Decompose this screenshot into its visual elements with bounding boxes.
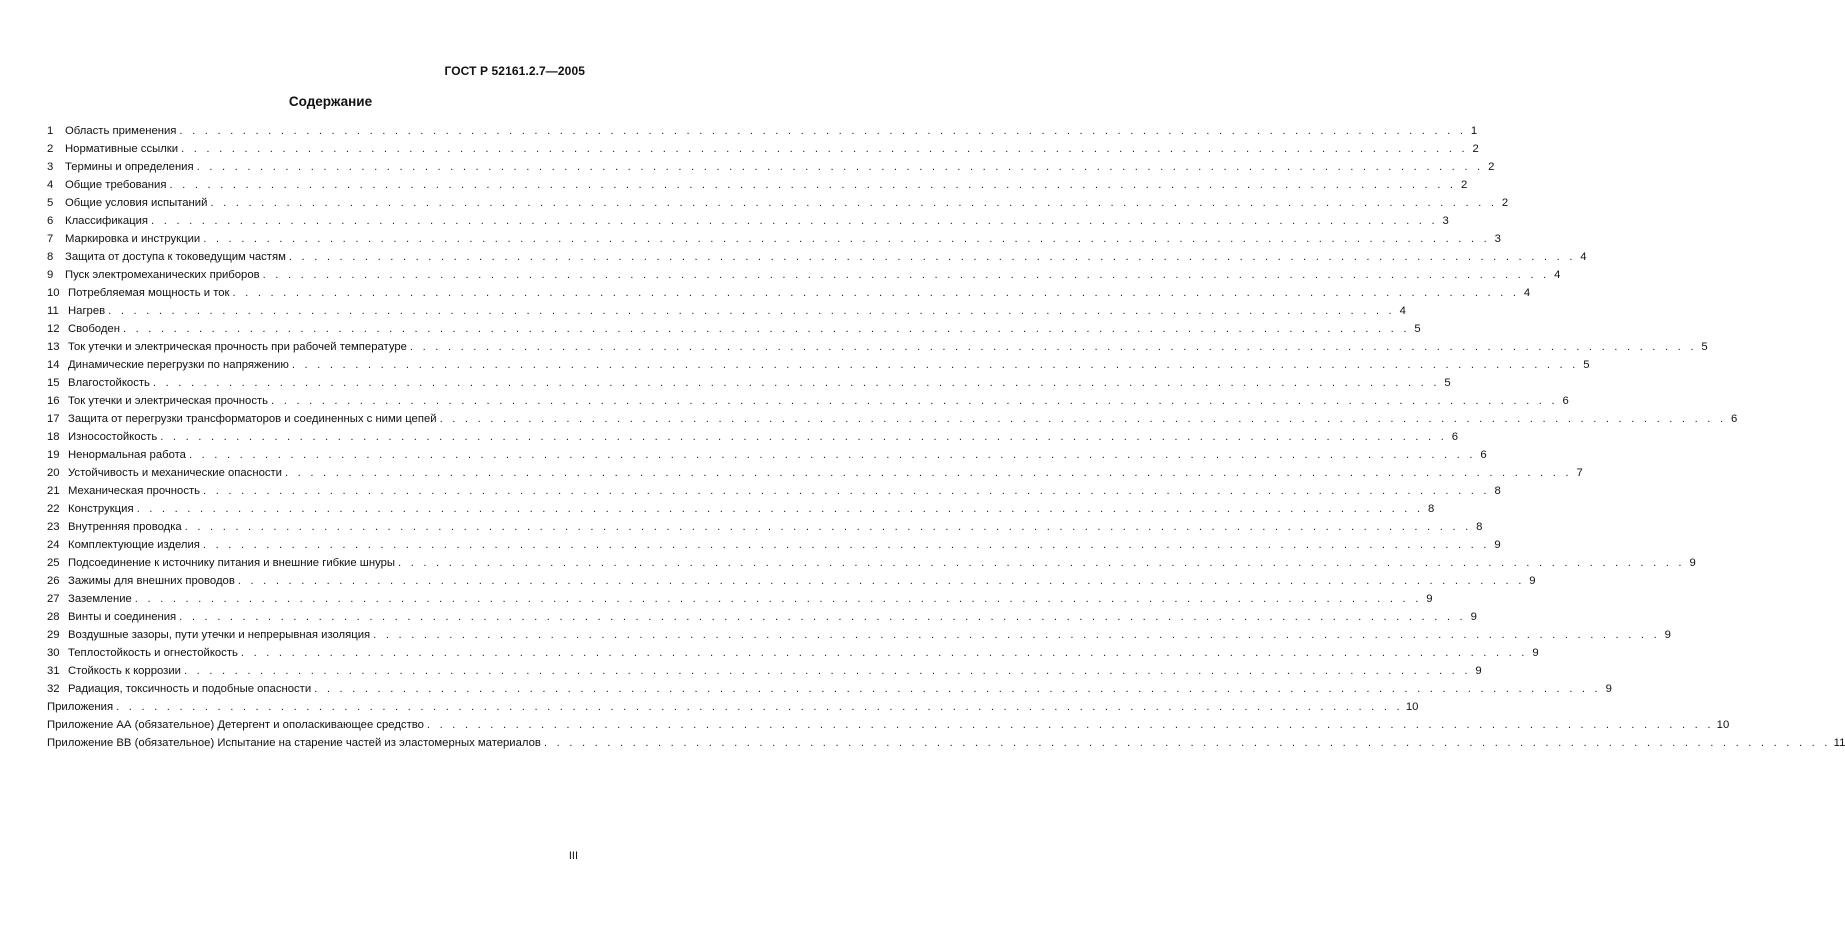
toc-entry xyxy=(47,554,1696,572)
toc-entry-label: Общие условия испытаний xyxy=(65,197,208,209)
toc-entry-page: 4 xyxy=(1580,251,1587,263)
toc-entry-label: Термины и определения xyxy=(65,161,194,173)
toc-dot-leader: . . . . . . . . . . . . . . . . . . . . . . . . . . . . . . . . . . . . . . . . . . . . . . . . . . . . . . . . . . . . . . . . . . . . . . . . . . . . . . . . . . . . . . . . . . . . . . . . . . . . . . xyxy=(134,593,1422,605)
toc-dot-leader: . . . . . . . . . . . . . . . . . . . . . . . . . . . . . . . . . . . . . . . . . . . . . . . . . . . . . . . . . . . . . . . . . . . . . . . . . . . . . . . . . . . . . . . . . . . . . . . . . . . . . . xyxy=(285,467,1572,479)
toc-entry-label: Приложение ВВ (обязательное) Испытание на старение частей из эластомерных материалов xyxy=(47,737,541,749)
toc-dot-leader: . . . . . . . . . . . . . . . . . . . . . . . . . . . . . . . . . . . . . . . . . . . . . . . . . . . . . . . . . . . . . . . . . . . . . . . . . . . . . . . . . . . . . . . . . . . . . . . . . . . . . . xyxy=(202,539,1490,551)
toc-dot-leader: . . . . . . . . . . . . . . . . . . . . . . . . . . . . . . . . . . . . . . . . . . . . . . . . . . . . . . . . . . . . . . . . . . . . . . . . . . . . . . . . . . . . . . . . . . . . . . . . . . . . . . xyxy=(183,665,1471,677)
toc-entry-number: 14 xyxy=(47,359,60,371)
toc-entry-page: 6 xyxy=(1451,431,1458,443)
toc-dot-leader: . . . . . . . . . . . . . . . . . . . . . . . . . . . . . . . . . . . . . . . . . . . . . . . . . . . . . . . . . . . . . . . . . . . . . . . . . . . . . . . . . . . . . . . . . . . . . . . . . . . . . . xyxy=(439,413,1727,425)
toc-entry xyxy=(47,176,1468,194)
toc-entry-number: 1 xyxy=(47,125,54,137)
toc-entry-page: 9 xyxy=(1494,539,1501,551)
toc-entry-label: Воздушные зазоры, пути утечки и непрерывная изоляция xyxy=(68,629,371,641)
toc-dot-leader: . . . . . . . . . . . . . . . . . . . . . . . . . . . . . . . . . . . . . . . . . . . . . . . . . . . . . . . . . . . . . . . . . . . . . . . . . . . . . . . . . . . . . . . . . . . . . . . . . . . . . . xyxy=(288,251,1576,263)
toc-entry xyxy=(47,518,1483,536)
toc-dot-leader: . . . . . . . . . . . . . . . . . . . . . . . . . . . . . . . . . . . . . . . . . . . . . . . . . . . . . . . . . . . . . . . . . . . . . . . . . . . . . . . . . . . . . . . . . . . . . . . . . . . . . . xyxy=(122,323,1410,335)
toc-entry-number: 17 xyxy=(47,413,60,425)
toc-entry-number: 4 xyxy=(47,179,54,191)
toc-dot-leader: . . . . . . . . . . . . . . . . . . . . . . . . . . . . . . . . . . . . . . . . . . . . . . . . . . . . . . . . . . . . . . . . . . . . . . . . . . . . . . . . . . . . . . . . . . . . . . . . . . . . . . xyxy=(169,179,1457,191)
toc-entry-page: 9 xyxy=(1529,575,1536,587)
toc-entry xyxy=(47,680,1612,698)
toc-entry-number: 7 xyxy=(47,233,54,245)
toc-entry xyxy=(47,536,1501,554)
toc-dot-leader: . . . . . . . . . . . . . . . . . . . . . . . . . . . . . . . . . . . . . . . . . . . . . . . . . . . . . . . . . . . . . . . . . . . . . . . . . . . . . . . . . . . . . . . . . . . . . . . . . . . . . . xyxy=(116,701,1403,713)
toc-entry xyxy=(47,284,1531,302)
toc-entry-label: Конструкция xyxy=(68,503,134,515)
toc-entry-number: 11 xyxy=(47,305,59,317)
toc-entry-number: 9 xyxy=(47,269,54,281)
toc-entry-page: 8 xyxy=(1494,485,1501,497)
toc-dot-leader: . . . . . . . . . . . . . . . . . . . . . . . . . . . . . . . . . . . . . . . . . . . . . . . . . . . . . . . . . . . . . . . . . . . . . . . . . . . . . . . . . . . . . . . . . . . . . . . . . . . . . . xyxy=(184,521,1472,533)
toc-entry xyxy=(47,572,1536,590)
toc-entry-page: 9 xyxy=(1532,647,1539,659)
toc-entry xyxy=(47,716,1730,734)
toc-entry-page: 5 xyxy=(1583,359,1590,371)
toc-dot-leader: . . . . . . . . . . . . . . . . . . . . . . . . . . . . . . . . . . . . . . . . . . . . . . . . . . . . . . . . . . . . . . . . . . . . . . . . . . . . . . . . . . . . . . . . . . . . . . . . . . . . . . xyxy=(203,233,1490,245)
toc-entry-label: Приложение АА (обязательное) Детергент и ополаскивающее средство xyxy=(47,719,424,731)
toc-entry-label: Устойчивость и механические опасности xyxy=(68,467,282,479)
toc-entry xyxy=(47,500,1435,518)
toc-dot-leader: . . . . . . . . . . . . . . . . . . . . . . . . . . . . . . . . . . . . . . . . . . . . . . . . . . . . . . . . . . . . . . . . . . . . . . . . . . . . . . . . . . . . . . . . . . . . . . . . . . . . . . xyxy=(291,359,1579,371)
toc-dot-leader: . . . . . . . . . . . . . . . . . . . . . . . . . . . . . . . . . . . . . . . . . . . . . . . . . . . . . . . . . . . . . . . . . . . . . . . . . . . . . . . . . . . . . . . . . . . . . . . . . . . . . . xyxy=(136,503,1424,515)
toc-entry-page: 9 xyxy=(1475,665,1482,677)
toc-entry-label: Маркировка и инструкции xyxy=(65,233,201,245)
toc-entry-page: 4 xyxy=(1399,305,1406,317)
toc-entry-page: 2 xyxy=(1472,143,1479,155)
toc-entry-number: 12 xyxy=(47,323,60,335)
toc-entry-number: 5 xyxy=(47,197,54,209)
toc-entry-label: Защита от доступа к токоведущим частям xyxy=(65,251,286,263)
toc-entry-page: 5 xyxy=(1414,323,1421,335)
toc-dot-leader: . . . . . . . . . . . . . . . . . . . . . . . . . . . . . . . . . . . . . . . . . . . . . . . . . . . . . . . . . . . . . . . . . . . . . . . . . . . . . . . . . . . . . . . . . . . . . . . . . . . . . . xyxy=(179,611,1466,623)
toc-entry xyxy=(47,302,1406,320)
toc-entry-number: 27 xyxy=(47,593,60,605)
toc-dot-leader: . . . . . . . . . . . . . . . . . . . . . . . . . . . . . . . . . . . . . . . . . . . . . . . . . . . . . . . . . . . . . . . . . . . . . . . . . . . . . . . . . . . . . . . . . . . . . . . . . . . . . . xyxy=(151,215,1438,227)
toc-entry-page: 7 xyxy=(1576,467,1583,479)
toc-entry-page: 2 xyxy=(1460,179,1468,191)
toc-entry-number: 23 xyxy=(47,521,60,533)
toc-entry-number: 2 xyxy=(47,143,54,155)
toc-entry-number: 18 xyxy=(47,431,60,443)
toc-entry-label: Подсоединение к источнику питания и внешние гибкие шнуры xyxy=(68,557,396,569)
toc-dot-leader: . . . . . . . . . . . . . . . . . . . . . . . . . . . . . . . . . . . . . . . . . . . . . . . . . . . . . . . . . . . . . . . . . . . . . . . . . . . . . . . . . . . . . . . . . . . . . . . . . . . . . . xyxy=(232,287,1520,299)
toc-entry xyxy=(47,338,1708,356)
toc-entry-number: 20 xyxy=(47,467,60,479)
toc-entry-page: 5 xyxy=(1444,377,1451,389)
toc-entry xyxy=(47,194,1509,212)
toc-entry xyxy=(47,446,1487,464)
toc-entry xyxy=(47,644,1539,662)
toc-entry-label: Радиация, токсичность и подобные опасности xyxy=(68,683,312,695)
toc-dot-leader: . . . . . . . . . . . . . . . . . . . . . . . . . . . . . . . . . . . . . . . . . . . . . . . . . . . . . . . . . . . . . . . . . . . . . . . . . . . . . . . . . . . . . . . . . . . . . . . . . . . . . . xyxy=(196,161,1484,173)
toc-entry-page: 6 xyxy=(1562,395,1569,407)
toc-entry xyxy=(47,356,1590,374)
toc-entry xyxy=(47,608,1477,626)
toc-dot-leader: . . . . . . . . . . . . . . . . . . . . . . . . . . . . . . . . . . . . . . . . . . . . . . . . . . . . . . . . . . . . . . . . . . . . . . . . . . . . . . . . . . . . . . . . . . . . . . . . . . . . . . xyxy=(203,485,1490,497)
toc-entry-label: Защита от перегрузки трансформаторов и соединенных с ними цепей xyxy=(68,413,437,425)
toc-dot-leader: . . . . . . . . . . . . . . . . . . . . . . . . . . . . . . . . . . . . . . . . . . . . . . . . . . . . . . . . . . . . . . . . . . . . . . . . . . . . . . . . . . . . . . . . . . . . . . . . . . . . . . xyxy=(179,125,1467,137)
toc-entry-page: 9 xyxy=(1605,683,1612,695)
toc-entry-label: Потребляемая мощность и ток xyxy=(68,287,230,299)
toc-entry xyxy=(47,266,1561,284)
toc-dot-leader: . . . . . . . . . . . . . . . . . . . . . . . . . . . . . . . . . . . . . . . . . . . . . . . . . . . . . . . . . . . . . . . . . . . . . . . . . . . . . . . . . . . . . . . . . . . . . . . . . . . . . . xyxy=(373,629,1660,641)
toc-entry-page: 9 xyxy=(1664,629,1671,641)
toc-entry-page: 8 xyxy=(1428,503,1435,515)
toc-entry xyxy=(47,626,1671,644)
toc-entry-page: 3 xyxy=(1442,215,1449,227)
toc-entry xyxy=(47,392,1569,410)
toc-dot-leader: . . . . . . . . . . . . . . . . . . . . . . . . . . . . . . . . . . . . . . . . . . . . . . . . . . . . . . . . . . . . . . . . . . . . . . . . . . . . . . . . . . . . . . . . . . . . . . . . . . . . . . xyxy=(188,449,1476,461)
toc-entry-label: Пуск электромеханических приборов xyxy=(65,269,260,281)
toc-dot-leader: . . . . . . . . . . . . . . . . . . . . . . . . . . . . . . . . . . . . . . . . . . . . . . . . . . . . . . . . . . . . . . . . . . . . . . . . . . . . . . . . . . . . . . . . . . . . . . . . . . . . . . xyxy=(181,143,1468,155)
toc-entry-label: Механическая прочность xyxy=(68,485,201,497)
toc-entry-number: 32 xyxy=(47,683,60,695)
toc-entry-label: Нагрев xyxy=(68,305,106,317)
toc-dot-leader: . . . . . . . . . . . . . . . . . . . . . . . . . . . . . . . . . . . . . . . . . . . . . . . . . . . . . . . . . . . . . . . . . . . . . . . . . . . . . . . . . . . . . . . . . . . . . . . . . . . . . . xyxy=(108,305,1395,317)
toc-entry xyxy=(47,140,1479,158)
toc-entry-page: 10 xyxy=(1405,701,1419,713)
toc-entry-page: 1 xyxy=(1470,125,1478,137)
toc-entry-number: 30 xyxy=(47,647,60,659)
page-title: Содержание xyxy=(288,94,373,109)
toc-entry-label: Винты и соединения xyxy=(68,611,177,623)
toc-entry-page: 2 xyxy=(1488,161,1495,173)
toc-entry-label: Область применения xyxy=(65,125,177,137)
toc-entry-label: Заземление xyxy=(68,593,132,605)
toc-entry xyxy=(47,464,1583,482)
toc-dot-leader: . . . . . . . . . . . . . . . . . . . . . . . . . . . . . . . . . . . . . . . . . . . . . . . . . . . . . . . . . . . . . . . . . . . . . . . . . . . . . . . . . . . . . . . . . . . . . . . . . . . . . . xyxy=(160,431,1447,443)
toc-entry xyxy=(47,734,1845,752)
toc-dot-leader: . . . . . . . . . . . . . . . . . . . . . . . . . . . . . . . . . . . . . . . . . . . . . . . . . . . . . . . . . . . . . . . . . . . . . . . . . . . . . . . . . . . . . . . . . . . . . . . . . . . . . . xyxy=(210,197,1498,209)
toc-entry xyxy=(47,410,1738,428)
toc-entry-page: 4 xyxy=(1523,287,1531,299)
toc-entry-number: 21 xyxy=(47,485,60,497)
toc-entry-label: Комплектующие изделия xyxy=(68,539,200,551)
toc-dot-leader: . . . . . . . . . . . . . . . . . . . . . . . . . . . . . . . . . . . . . . . . . . . . . . . . . . . . . . . . . . . . . . . . . . . . . . . . . . . . . . . . . . . . . . . . . . . . . . . . . . . . . . xyxy=(409,341,1697,353)
toc-entry-label: Зажимы для внешних проводов xyxy=(68,575,235,587)
toc-dot-leader: . . . . . . . . . . . . . . . . . . . . . . . . . . . . . . . . . . . . . . . . . . . . . . . . . . . . . . . . . . . . . . . . . . . . . . . . . . . . . . . . . . . . . . . . . . . . . . . . . . . . . . xyxy=(240,647,1528,659)
toc-entry xyxy=(47,230,1501,248)
toc-entry-page: 5 xyxy=(1701,341,1708,353)
toc-entry xyxy=(47,320,1421,338)
toc-dot-leader: . . . . . . . . . . . . . . . . . . . . . . . . . . . . . . . . . . . . . . . . . . . . . . . . . . . . . . . . . . . . . . . . . . . . . . . . . . . . . . . . . . . . . . . . . . . . . . . . . . . . . . xyxy=(237,575,1525,587)
toc-entry-label: Износостойкость xyxy=(68,431,158,443)
toc-entry-number: 25 xyxy=(47,557,60,569)
toc-entry-page: 11 xyxy=(1833,737,1845,749)
toc-entry-label: Ток утечки и электрическая прочность xyxy=(68,395,269,407)
toc-dot-leader: . . . . . . . . . . . . . . . . . . . . . . . . . . . . . . . . . . . . . . . . . . . . . . . . . . . . . . . . . . . . . . . . . . . . . . . . . . . . . . . . . . . . . . . . . . . . . . . . . . . . . . xyxy=(262,269,1550,281)
toc-dot-leader: . . . . . . . . . . . . . . . . . . . . . . . . . . . . . . . . . . . . . . . . . . . . . . . . . . . . . . . . . . . . . . . . . . . . . . . . . . . . . . . . . . . . . . . . . . . . . . . . . . . . . . xyxy=(398,557,1685,569)
toc-dot-leader: . . . . . . . . . . . . . . . . . . . . . . . . . . . . . . . . . . . . . . . . . . . . . . . . . . . . . . . . . . . . . . . . . . . . . . . . . . . . . . . . . . . . . . . . . . . . . . . . . . . . . . xyxy=(314,683,1601,695)
toc-entry-number: 26 xyxy=(47,575,60,587)
toc-entry-page: 10 xyxy=(1716,719,1730,731)
toc-entry-page: 9 xyxy=(1426,593,1433,605)
toc-entry-label: Теплостойкость и огнестойкость xyxy=(68,647,238,659)
toc-entry-label: Классификация xyxy=(65,215,149,227)
toc-entry-label: Свободен xyxy=(68,323,120,335)
toc-entry-label: Нормативные ссылки xyxy=(65,143,179,155)
toc-entry-label: Ненормальная работа xyxy=(68,449,186,461)
toc-entry-number: 10 xyxy=(47,287,60,299)
toc-entry xyxy=(47,122,1478,140)
toc-entry-number: 31 xyxy=(47,665,60,677)
toc-entry xyxy=(47,158,1495,176)
toc-dot-leader: . . . . . . . . . . . . . . . . . . . . . . . . . . . . . . . . . . . . . . . . . . . . . . . . . . . . . . . . . . . . . . . . . . . . . . . . . . . . . . . . . . . . . . . . . . . . . . . . . . . . . . xyxy=(271,395,1558,407)
toc-entry xyxy=(47,212,1449,230)
toc-entry-number: 3 xyxy=(47,161,54,173)
toc-entry-label: Приложения xyxy=(47,701,114,713)
toc-entry-label: Динамические перегрузки по напряжению xyxy=(68,359,289,371)
toc-entry-page: 3 xyxy=(1494,233,1501,245)
toc-entry-label: Влагостойкость xyxy=(68,377,150,389)
toc-entry-page: 4 xyxy=(1554,269,1561,281)
toc-entry xyxy=(47,374,1451,392)
document-number: ГОСТ Р 52161.2.7—2005 xyxy=(444,64,585,78)
toc-entry-number: 24 xyxy=(47,539,60,551)
toc-entry xyxy=(47,698,1419,716)
toc-entry-label: Общие требования xyxy=(65,179,167,191)
toc-entry xyxy=(47,482,1501,500)
page-number: III xyxy=(568,850,578,862)
toc-entry-number: 29 xyxy=(47,629,60,641)
toc-entry xyxy=(47,662,1482,680)
toc-entry-label: Стойкость к коррозии xyxy=(68,665,181,677)
toc-entry-label: Внутренняя проводка xyxy=(68,521,182,533)
toc-dot-leader: . . . . . . . . . . . . . . . . . . . . . . . . . . . . . . . . . . . . . . . . . . . . . . . . . . . . . . . . . . . . . . . . . . . . . . . . . . . . . . . . . . . . . . . . . . . . . . . . . . . . . . xyxy=(426,719,1714,731)
toc-entry xyxy=(47,248,1587,266)
toc-dot-leader: . . . . . . . . . . . . . . . . . . . . . . . . . . . . . . . . . . . . . . . . . . . . . . . . . . . . . . . . . . . . . . . . . . . . . . . . . . . . . . . . . . . . . . . . . . . . . . . . . . . . . . xyxy=(543,737,1831,749)
toc-entry xyxy=(47,428,1458,446)
toc-entry-number: 28 xyxy=(47,611,60,623)
toc-entry-page: 6 xyxy=(1731,413,1738,425)
toc-entry xyxy=(47,590,1433,608)
toc-entry-number: 6 xyxy=(47,215,54,227)
toc-entry-number: 16 xyxy=(47,395,60,407)
toc-entry-label: Ток утечки и электрическая прочность при рабочей температуре xyxy=(68,341,407,353)
toc-entry-number: 8 xyxy=(47,251,54,263)
toc-entry-page: 9 xyxy=(1689,557,1696,569)
toc-entry-page: 8 xyxy=(1476,521,1483,533)
toc-entry-number: 22 xyxy=(47,503,60,515)
toc-entry-number: 13 xyxy=(47,341,60,353)
toc-entry-page: 9 xyxy=(1470,611,1477,623)
toc-entry-page: 2 xyxy=(1501,197,1509,209)
toc-entry-page: 6 xyxy=(1480,449,1487,461)
toc-entry-number: 15 xyxy=(47,377,60,389)
toc-dot-leader: . . . . . . . . . . . . . . . . . . . . . . . . . . . . . . . . . . . . . . . . . . . . . . . . . . . . . . . . . . . . . . . . . . . . . . . . . . . . . . . . . . . . . . . . . . . . . . . . . . . . . . xyxy=(152,377,1440,389)
toc-entry-number: 19 xyxy=(47,449,60,461)
table-of-contents xyxy=(47,122,1845,752)
